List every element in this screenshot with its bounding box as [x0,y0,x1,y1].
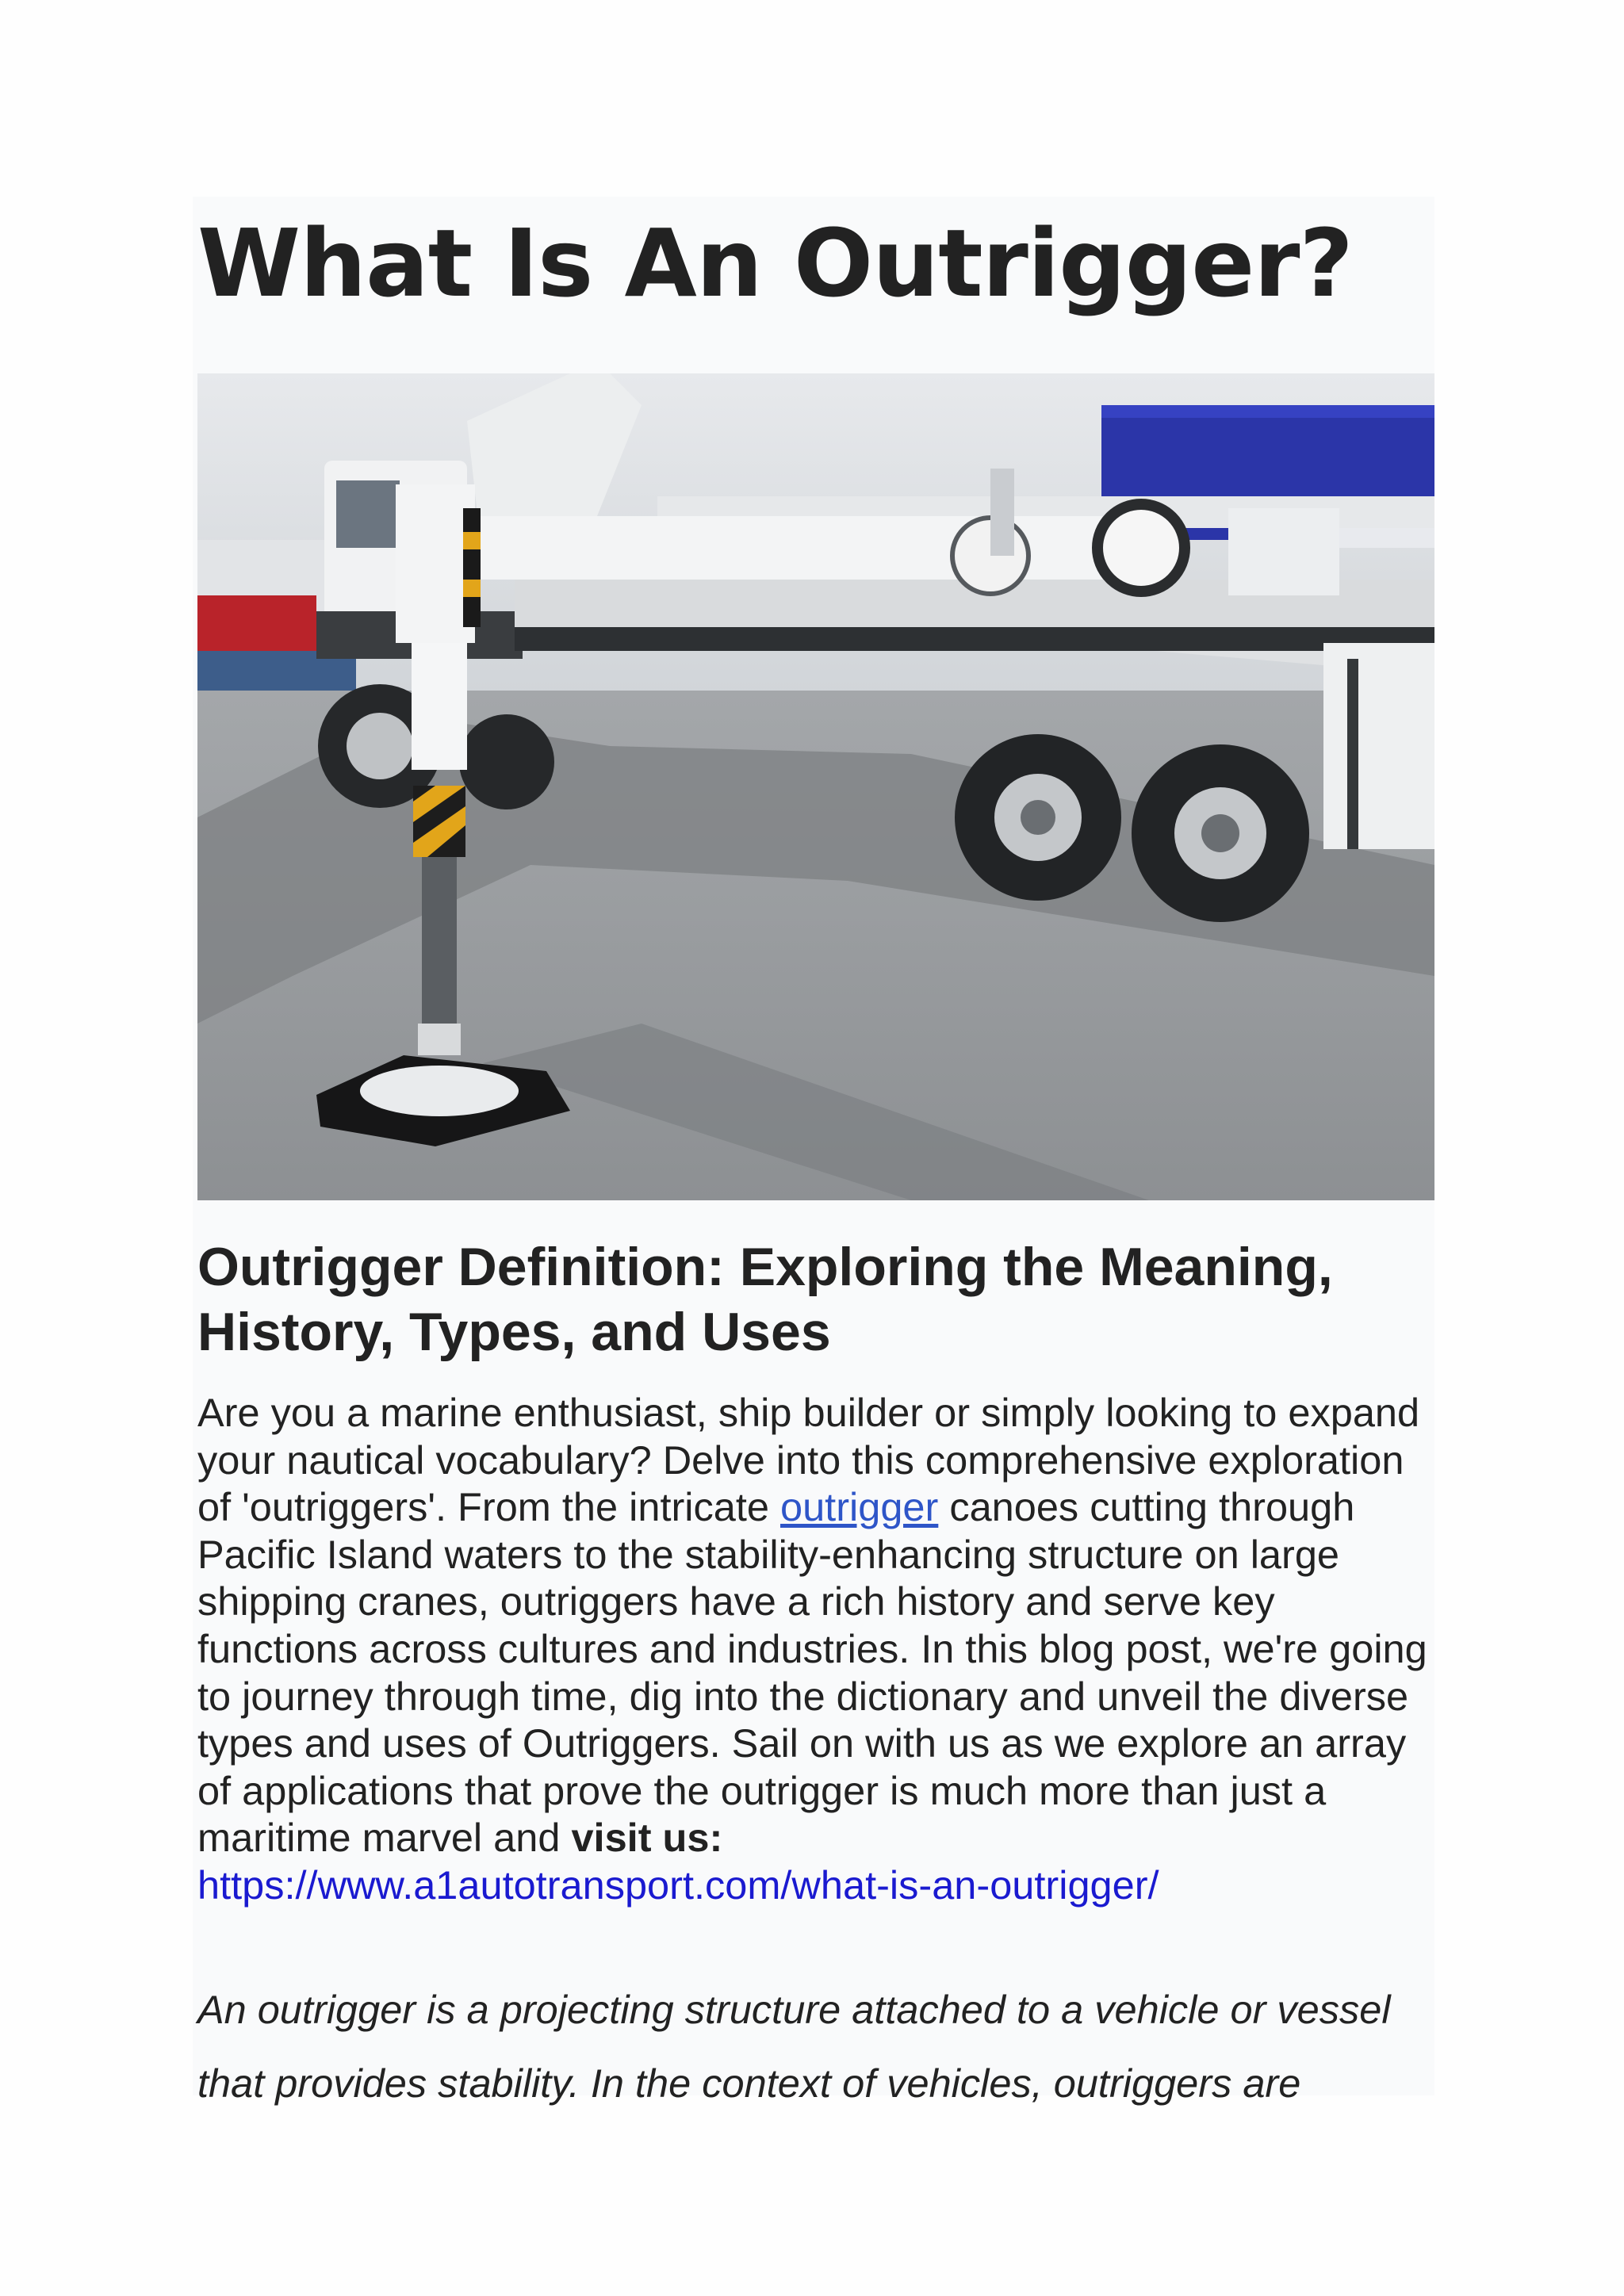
section-heading: Outrigger Definition: Exploring the Meaning, History, Types, and Uses [197,1237,1333,1362]
article-url-link[interactable]: https://www.a1autotransport.com/what-is-an-outrigger/ [197,1862,1159,1908]
page-title: What Is An Outrigger? [197,209,1353,318]
outrigger-link[interactable]: outrigger [780,1484,939,1530]
visit-us-label: visit us: [571,1815,723,1861]
definition-paragraph: An outrigger is a projecting structure attached to a vehicle or vessel that provides stability. In the context of vehicles, outriggers are [197,1987,1391,2106]
hero-image [197,373,1434,1200]
intro-paragraph [197,1389,1436,1909]
intro-text-after-link: canoes cutting through Pacific Island waters to the stability-enhancing structure on large shipping cranes, outriggers have a rich history and serve key functions across cultures and industries. In this blog post, we're going to journey through time, dig into the dictionary and unveil the diverse types and uses of Outriggers. Sail on with us as we explore an array of applications that prove the outrigger is much more than just a maritime marvel and [197,1484,1427,1861]
intro-text-before-link: Are you a marine enthusiast, ship builder or simply looking to expand your nautical vocabulary? Delve into this comprehensive exploration of 'outriggers'. From the intricate [197,1390,1420,1530]
